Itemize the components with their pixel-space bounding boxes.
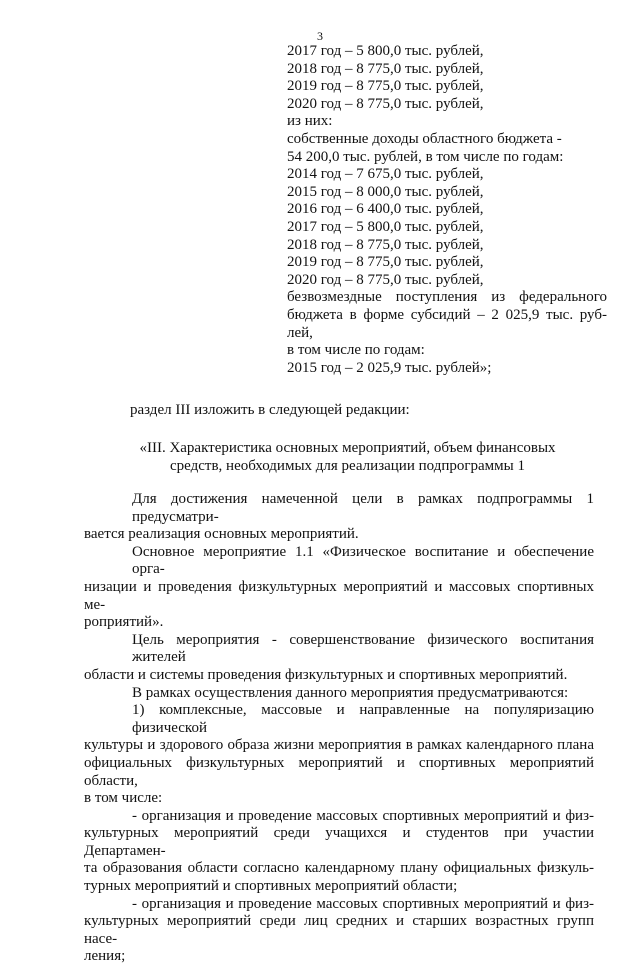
text-line: 2017 год – 5 800,0 тыс. рублей, [287,218,484,235]
paragraph-line: области и системы проведения физкультурных и спортивных мероприятий. [84,666,568,683]
paragraph-line: - организация и проведение массовых спортивных мероприятий и физ- [132,807,594,824]
text-line: 2020 год – 8 775,0 тыс. рублей, [287,271,484,288]
text-line: 2020 год – 8 775,0 тыс. рублей, [287,95,484,112]
text-line: 2016 год – 6 400,0 тыс. рублей, [287,201,484,218]
text-line: 2015 год – 8 000,0 тыс. рублей, [287,183,484,200]
heading-line: средств, необходимых для реализации подпрограммы 1 [170,457,525,474]
text-line: из них: [287,113,333,130]
text-line: собственные доходы областного бюджета - [287,130,562,147]
paragraph-line: - организация и проведение массовых спортивных мероприятий и физ- [132,895,594,912]
paragraph-line: культурных мероприятий среди учащихся и студентов при участии Департамен- [84,825,594,859]
text-line: 54 200,0 тыс. рублей, в том числе по годам: [287,148,564,165]
paragraph-line: Цель мероприятия - совершенствование физического воспитания жителей [132,631,594,666]
paragraph-line: в том числе: [84,790,163,807]
text-line: бюджета в форме субсидий – 2 025,9 тыс. руб- [287,306,607,323]
paragraph-line: турных мероприятий и спортивных мероприятий области; [84,878,458,895]
body-text [84,491,594,966]
text-line: в том числе по годам: [287,342,425,359]
text-line: безвозмездные поступления из федерального [287,289,607,306]
text-line: 2019 год – 8 775,0 тыс. рублей, [287,254,484,271]
text-line: 2018 год – 8 775,0 тыс. рублей, [287,236,484,253]
text-line: 2015 год – 2 025,9 тыс. рублей»; [287,359,492,376]
paragraph-line: роприятий». [84,614,164,631]
paragraph-line: культуры и здорового образа жизни мероприятия в рамках календарного плана [84,737,594,754]
text-line: лей, [287,324,313,341]
paragraph-line: Основное мероприятие 1.1 «Физическое воспитание и обеспечение орга- [132,543,594,578]
paragraph-line: Для достижения намеченной цели в рамках подпрограммы 1 предусматри- [132,491,594,525]
paragraph-line: культурных мероприятий среди лиц средних и старших возрастных групп насе- [84,913,594,947]
section-instruction: раздел III изложить в следующей редакции: [130,402,410,418]
funding-by-year-block [287,43,607,377]
text-line: 2018 год – 8 775,0 тыс. рублей, [287,60,484,77]
text-line: 2014 год – 7 675,0 тыс. рублей, [287,166,484,183]
paragraph-line: В рамках осуществления данного мероприятия предусматриваются: [132,684,569,701]
text-line: 2019 год – 8 775,0 тыс. рублей, [287,78,484,95]
page-number: 3 [317,29,323,43]
heading-line: «III. Характеристика основных мероприятий, объем финансовых [139,440,556,456]
paragraph-line: та образования области согласно календарному плану официальных физкуль- [84,860,594,877]
paragraph-line: низации и проведения физкультурных мероприятий и массовых спортивных ме- [84,578,594,613]
paragraph-line: 1) комплексные, массовые и направленные на популяризацию физической [132,702,594,736]
text-line: 2017 год – 5 800,0 тыс. рублей, [287,43,484,59]
section-heading [100,440,595,475]
paragraph-line: ления; [84,948,126,965]
paragraph-line: официальных физкультурных мероприятий и спортивных мероприятий области, [84,754,594,789]
paragraph-line: вается реализация основных мероприятий. [84,526,359,543]
